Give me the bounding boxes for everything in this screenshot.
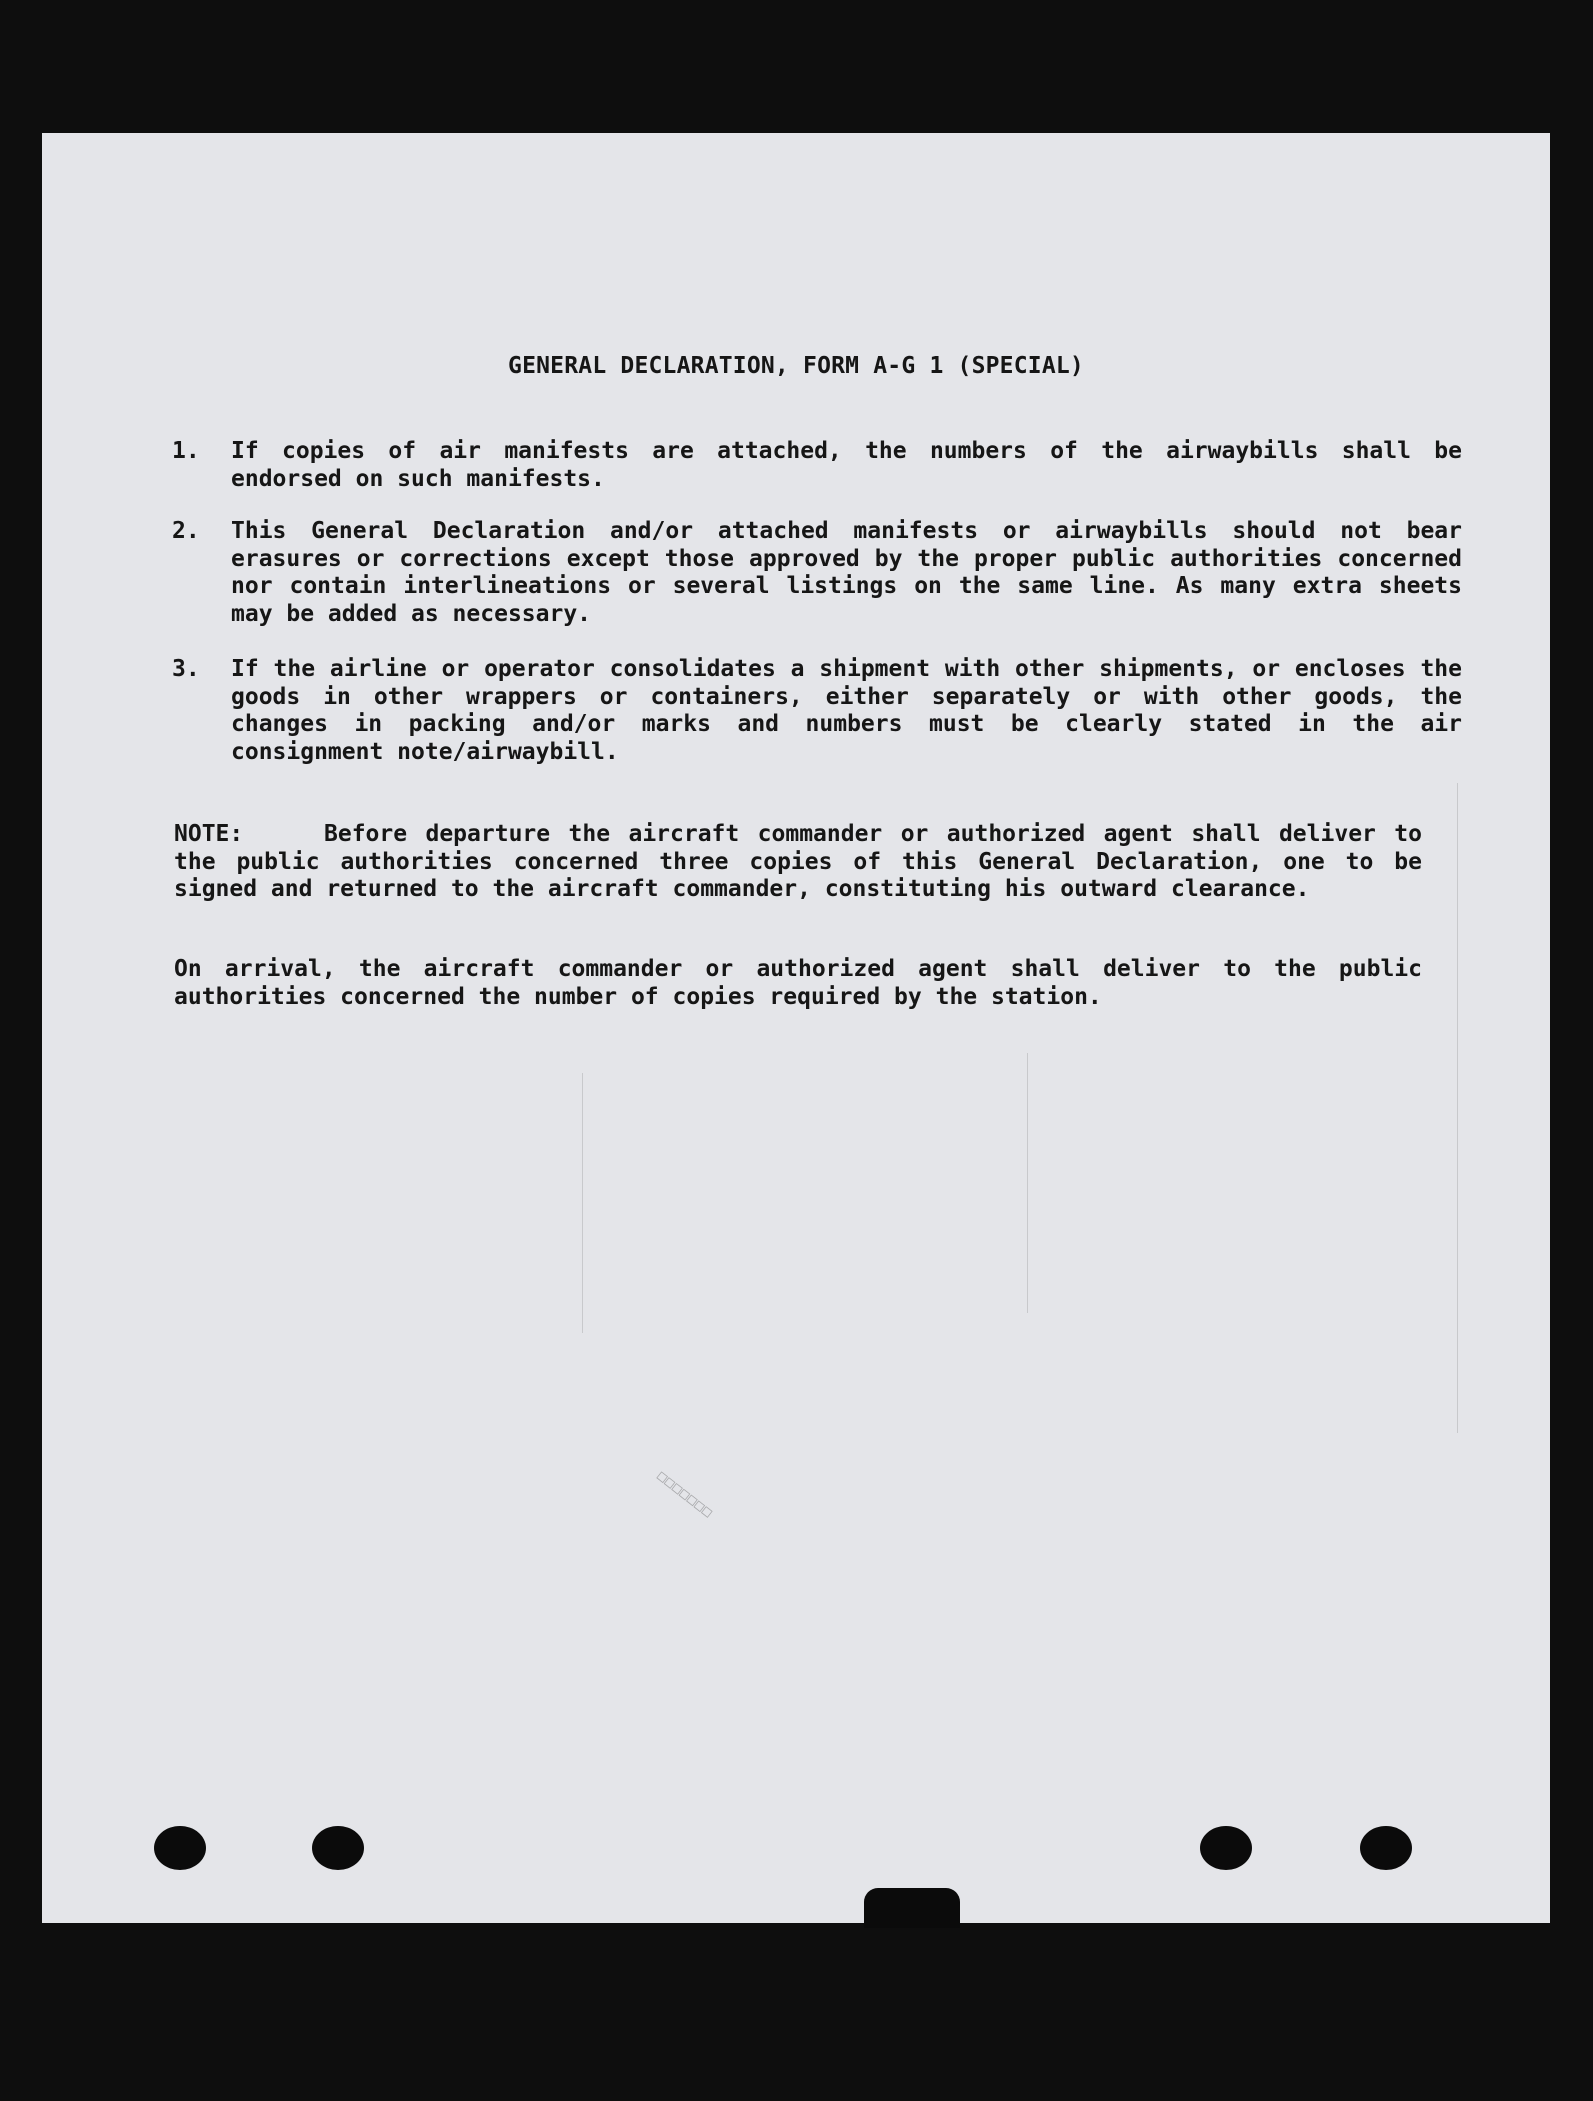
paper-crease <box>1027 1053 1028 1313</box>
item-number: 2. <box>172 518 200 544</box>
paper-crease <box>1457 783 1458 1433</box>
instruction-item-1 <box>172 438 1462 493</box>
note-label: NOTE: <box>174 821 244 847</box>
item-number: 1. <box>172 438 200 464</box>
binding-notch <box>864 1888 960 1928</box>
instruction-item-2 <box>172 518 1462 628</box>
punch-hole <box>1200 1826 1252 1870</box>
faded-stamp-mark: □□□□□□□ <box>654 1468 717 1522</box>
item-text: If copies of air manifests are attached, the numbers of the airwaybills shall be endorsed on such manifests. <box>231 438 1462 492</box>
note-text: Before departure the aircraft commander or authorized agent shall deliver to the public authorities concerned three copies of this General Declaration, one to be signed and returned to the aircraft commander, constituting his outward clearance. <box>174 821 1422 902</box>
punch-hole <box>154 1826 206 1870</box>
punch-hole <box>312 1826 364 1870</box>
document-page <box>42 133 1550 1923</box>
item-text: This General Declaration and/or attached manifests or airwaybills should not bear erasures or corrections except those approved by the proper public authorities concerned nor contain interlineations or several listings on the same line. As many extra sheets may be added as necessary. <box>231 518 1462 627</box>
arrival-paragraph: On arrival, the aircraft commander or authorized agent shall deliver to the public authorities concerned the number of copies required by the station. <box>174 956 1422 1010</box>
item-number: 3. <box>172 656 200 682</box>
document-title: GENERAL DECLARATION, FORM A-G 1 (SPECIAL) <box>508 353 1084 379</box>
instruction-item-3 <box>172 656 1462 766</box>
item-text: If the airline or operator consolidates a shipment with other shipments, or encloses the goods in other wrappers or containers, either separately or with other goods, the changes in packing and/or marks and numbers must be clearly stated in the air consignment note/airwaybill. <box>231 656 1462 765</box>
note-paragraph <box>174 821 1422 904</box>
punch-hole <box>1360 1826 1412 1870</box>
paper-crease <box>582 1073 583 1333</box>
